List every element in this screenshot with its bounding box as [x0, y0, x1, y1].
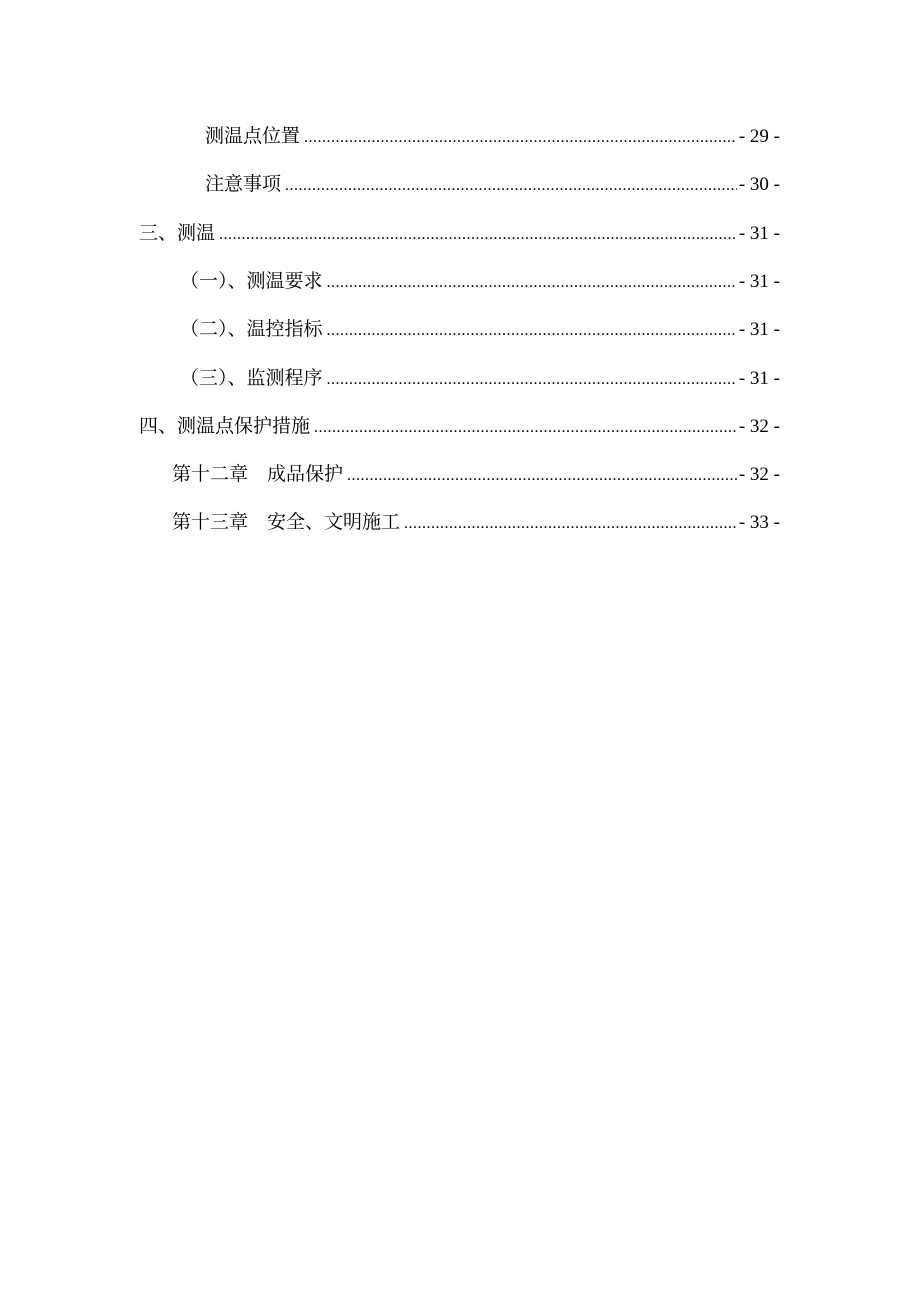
toc-entry[interactable]	[172, 508, 780, 538]
toc-entry-title: 三、测温	[139, 223, 216, 244]
toc-entry[interactable]	[180, 315, 780, 345]
toc-entry[interactable]	[180, 267, 780, 297]
toc-entry-page: - 32 -	[738, 464, 780, 485]
toc-entry[interactable]	[205, 170, 780, 200]
toc-entry-page: - 31 -	[738, 223, 780, 244]
toc-entry[interactable]	[172, 460, 780, 490]
toc-entry-title: （一）、测温要求	[180, 271, 323, 292]
toc-entry-title: 测温点位置	[205, 126, 301, 147]
toc-dot-leader	[219, 220, 737, 250]
toc-entry-title: 第十二章 成品保护	[172, 464, 344, 485]
toc-dot-leader	[327, 365, 737, 395]
toc-dot-leader	[285, 171, 737, 201]
toc-entry-page: - 33 -	[738, 512, 780, 533]
toc-dot-leader	[304, 123, 737, 153]
toc-entry-title: （三）、监测程序	[180, 368, 323, 389]
toc-entry[interactable]	[180, 364, 780, 394]
toc-dot-leader	[404, 509, 737, 539]
toc-dot-leader	[347, 461, 737, 491]
toc-entry-page: - 32 -	[738, 416, 780, 437]
toc-entry-page: - 31 -	[738, 271, 780, 292]
toc-entry-page: - 31 -	[738, 368, 780, 389]
toc-entry-page: - 29 -	[738, 126, 780, 147]
toc-entry-title: （二）、温控指标	[180, 319, 323, 340]
toc-entry-page: - 30 -	[738, 174, 780, 195]
toc-entry[interactable]	[205, 122, 780, 152]
toc-dot-leader	[327, 268, 737, 298]
toc-dot-leader	[314, 413, 737, 443]
toc-entry[interactable]	[139, 412, 780, 442]
toc-entry-title: 注意事项	[205, 174, 282, 195]
toc-entry[interactable]	[139, 219, 780, 249]
toc-dot-leader	[327, 316, 737, 346]
toc-entry-title: 四、测温点保护措施	[139, 416, 311, 437]
toc-entry-title: 第十三章 安全、文明施工	[172, 512, 401, 533]
toc-entry-page: - 31 -	[738, 319, 780, 340]
